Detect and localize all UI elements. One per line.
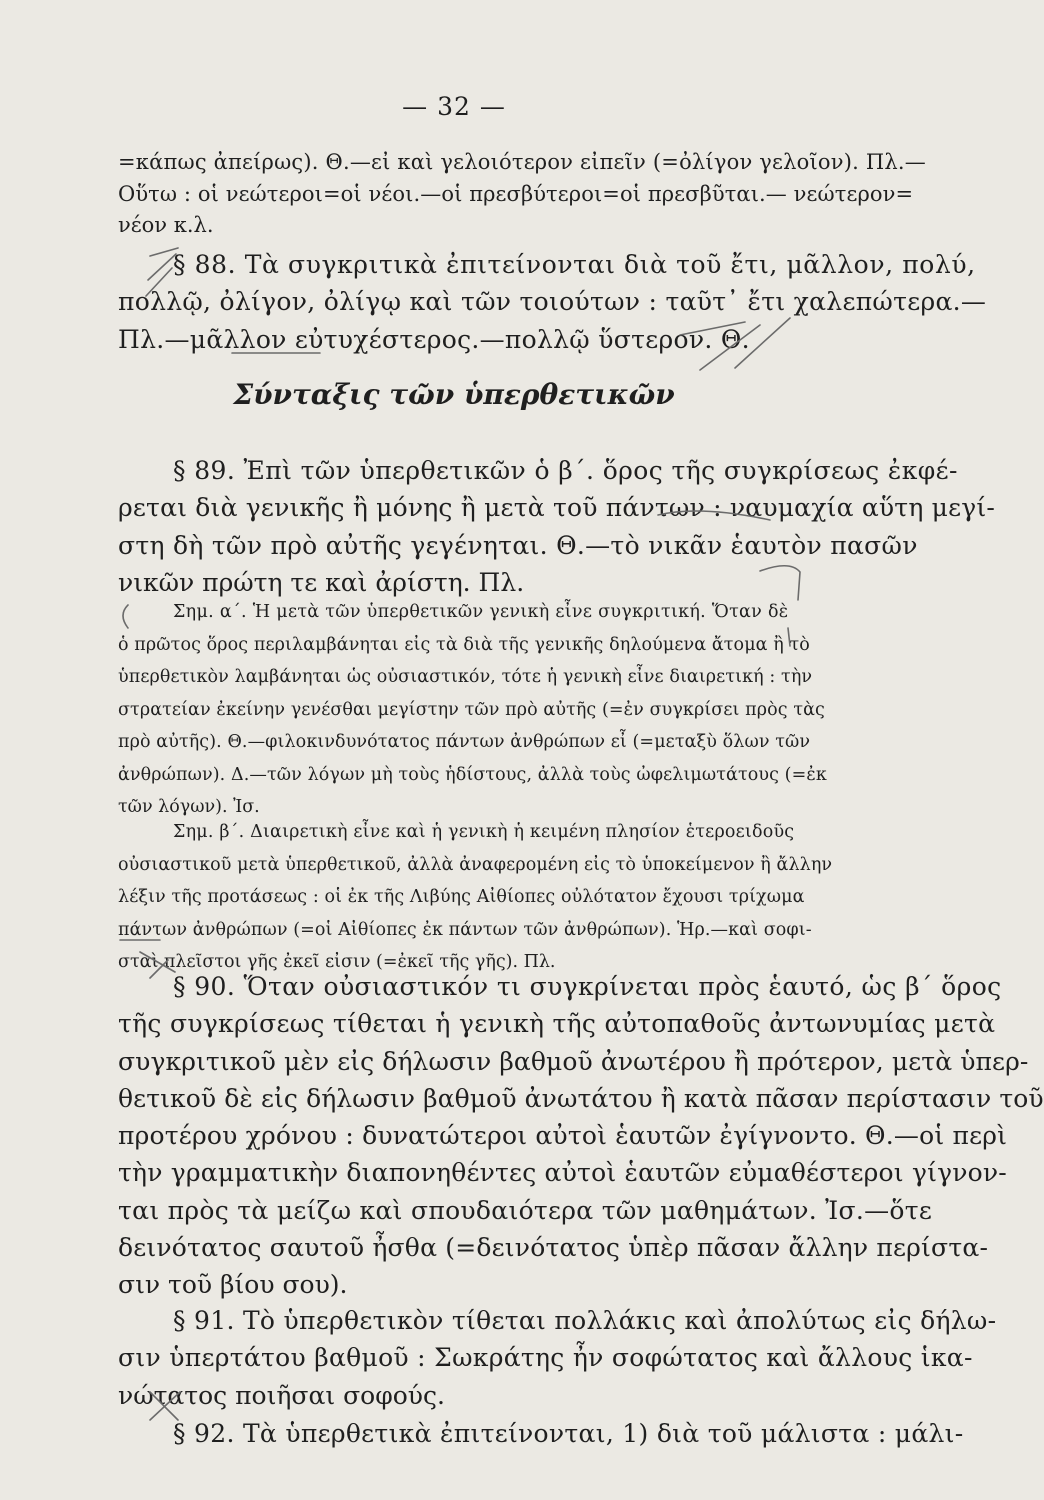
text-line: Οὕτω : οἱ νεώτεροι=οἱ νέοι.—οἱ πρεσβύτεροι=οἱ πρεσβῦται.— νεώτερον= bbox=[118, 181, 914, 206]
section-91 bbox=[118, 1302, 997, 1414]
text-line: § 92. Τὰ ὑπερθετικὰ ἐπιτείνονται, 1) διὰ τοῦ μάλιστα : μάλι- bbox=[173, 1419, 964, 1448]
note-b bbox=[118, 816, 898, 979]
text-line: νέον κ.λ. bbox=[118, 213, 214, 237]
text-line: προτέρου χρόνου : δυνατώτεροι αὐτοὶ ἑαυτῶν ἐγίγνοντο. Θ.—οἱ περὶ bbox=[118, 1121, 1008, 1151]
text-line: τῶν λόγων). Ἰσ. bbox=[118, 797, 260, 817]
section-90 bbox=[118, 968, 1044, 1304]
text-line: σταὶ πλεῖστοι γῆς ἐκεῖ εἰσιν (=ἐκεῖ τῆς γῆς). Πλ. bbox=[118, 952, 556, 972]
text-line: ἀνθρώπων). Δ.—τῶν λόγων μὴ τοὺς ἡδίστους, ἀλλὰ τοὺς ὠφελιμωτάτους (=ἐκ bbox=[118, 764, 827, 785]
text-line: πάντων ἀνθρώπων (=οἱ Αἰθίοπες ἐκ πάντων τῶν ἀνθρώπων). Ἡρ.—καὶ σοφι- bbox=[118, 919, 812, 940]
text-line: δεινότατος σαυτοῦ ἦσθα (=δεινότατος ὑπὲρ πᾶσαν ἄλλην περίστα- bbox=[118, 1233, 989, 1263]
section-88 bbox=[118, 246, 987, 358]
text-line: νώτατος ποιῆσαι σοφούς. bbox=[118, 1380, 445, 1410]
section-heading: Σύνταξις τῶν ὑπερθετικῶν bbox=[233, 378, 675, 411]
section-92 bbox=[118, 1415, 964, 1452]
text-line: Σημ. α΄. Ἡ μετὰ τῶν ὑπερθετικῶν γενικὴ εἶνε συγκριτική. Ὅταν δὲ bbox=[173, 602, 789, 622]
text-line: οὐσιαστικοῦ μετὰ ὑπερθετικοῦ, ἀλλὰ ἀναφερομένη εἰς τὸ ὑποκείμενον ἢ ἄλλην bbox=[118, 854, 833, 875]
text-line: § 89. Ἐπὶ τῶν ὑπερθετικῶν ὁ β΄. ὅρος τῆς συγκρίσεως ἐκφέ- bbox=[173, 456, 958, 485]
text-line: θετικοῦ δὲ εἰς δήλωσιν βαθμοῦ ἀνωτάτου ἢ κατὰ πᾶσαν περίστασιν τοῦ bbox=[118, 1083, 1044, 1113]
text-line: τὴν γραμματικὴν διαπονηθέντες αὐτοὶ ἑαυτῶν εὐμαθέστεροι γίγνον- bbox=[118, 1158, 1007, 1188]
text-line: ρεται διὰ γενικῆς ἢ μόνης ἢ μετὰ τοῦ πάντων : ναυμαχία αὕτη μεγί- bbox=[118, 493, 996, 523]
text-line: Πλ.—μᾶλλον εὐτυχέστερος.—πολλῷ ὕστερον. Θ. bbox=[118, 324, 750, 354]
text-line: συγκριτικοῦ μὲν εἰς δήλωσιν βαθμοῦ ἀνωτέρου ἢ πρότερον, μετὰ ὑπερ- bbox=[118, 1046, 1029, 1076]
text-line: § 91. Τὸ ὑπερθετικὸν τίθεται πολλάκις καὶ ἀπολύτως εἰς δήλω- bbox=[173, 1306, 997, 1335]
text-line: στρατείαν ἐκείνην γενέσθαι μεγίστην τῶν πρὸ αὐτῆς (=ἐν συγκρίσει πρὸς τὰς bbox=[118, 699, 825, 720]
section-89 bbox=[118, 452, 996, 601]
text-line: Σημ. β΄. Διαιρετικὴ εἶνε καὶ ἡ γενικὴ ἡ κειμένη πλησίον ἑτεροειδοῦς bbox=[173, 822, 795, 842]
text-line: ὁ πρῶτος ὅρος περιλαμβάνηται εἰς τὰ διὰ τῆς γενικῆς δηλούμενα ἄτομα ἢ τὸ bbox=[118, 634, 810, 655]
text-line: στη δὴ τῶν πρὸ αὐτῆς γεγένηται. Θ.—τὸ νικᾶν ἑαυτὸν πασῶν bbox=[118, 530, 918, 560]
text-line: σιν ὑπερτάτου βαθμοῦ : Σωκράτης ἦν σοφώτατος καὶ ἄλλους ἱκα- bbox=[118, 1343, 973, 1373]
top-paragraph bbox=[118, 147, 926, 242]
page-number: — 32 — bbox=[402, 92, 506, 121]
text-line: ται πρὸς τὰ μείζω καὶ σπουδαιότερα τῶν μαθημάτων. Ἰσ.—ὅτε bbox=[118, 1195, 933, 1225]
text-line: ὑπερθετικὸν λαμβάνηται ὡς οὐσιαστικόν, τότε ἡ γενικὴ εἶνε διαιρετική : τὴν bbox=[118, 667, 813, 687]
text-line: πρὸ αὐτῆς). Θ.—φιλοκινδυνότατος πάντων ἀνθρώπων εἶ (=μεταξὺ ὅλων τῶν bbox=[118, 732, 811, 752]
text-line: λέξιν τῆς προτάσεως : οἱ ἐκ τῆς Λιβύης Αἰθίοπες οὐλότατον ἔχουσι τρίχωμα bbox=[118, 887, 805, 907]
text-line: νικῶν πρώτη τε καὶ ἀρίστη. Πλ. bbox=[118, 567, 525, 597]
note-a bbox=[118, 596, 898, 824]
text-line: τῆς συγκρίσεως τίθεται ἡ γενικὴ τῆς αὐτοπαθοῦς ἀντωνυμίας μετὰ bbox=[118, 1009, 996, 1039]
text-line: =κάπως ἀπείρως). Θ.—εἰ καὶ γελοιότερον εἰπεῖν (=ὀλίγον γελοῖον). Πλ.— bbox=[118, 150, 926, 174]
text-line: § 90. Ὅταν οὐσιαστικόν τι συγκρίνεται πρὸς ἑαυτό, ὡς β΄ ὅρος bbox=[173, 972, 1002, 1001]
text-line: πολλῷ, ὀλίγον, ὀλίγῳ καὶ τῶν τοιούτων : ταῦτ᾿ ἔτι χαλεπώτερα.— bbox=[118, 287, 987, 317]
text-line: § 88. Τὰ συγκριτικὰ ἐπιτείνονται διὰ τοῦ ἔτι, μᾶλλον, πολύ, bbox=[173, 250, 976, 279]
text-line: σιν τοῦ βίου σου). bbox=[118, 1270, 348, 1300]
